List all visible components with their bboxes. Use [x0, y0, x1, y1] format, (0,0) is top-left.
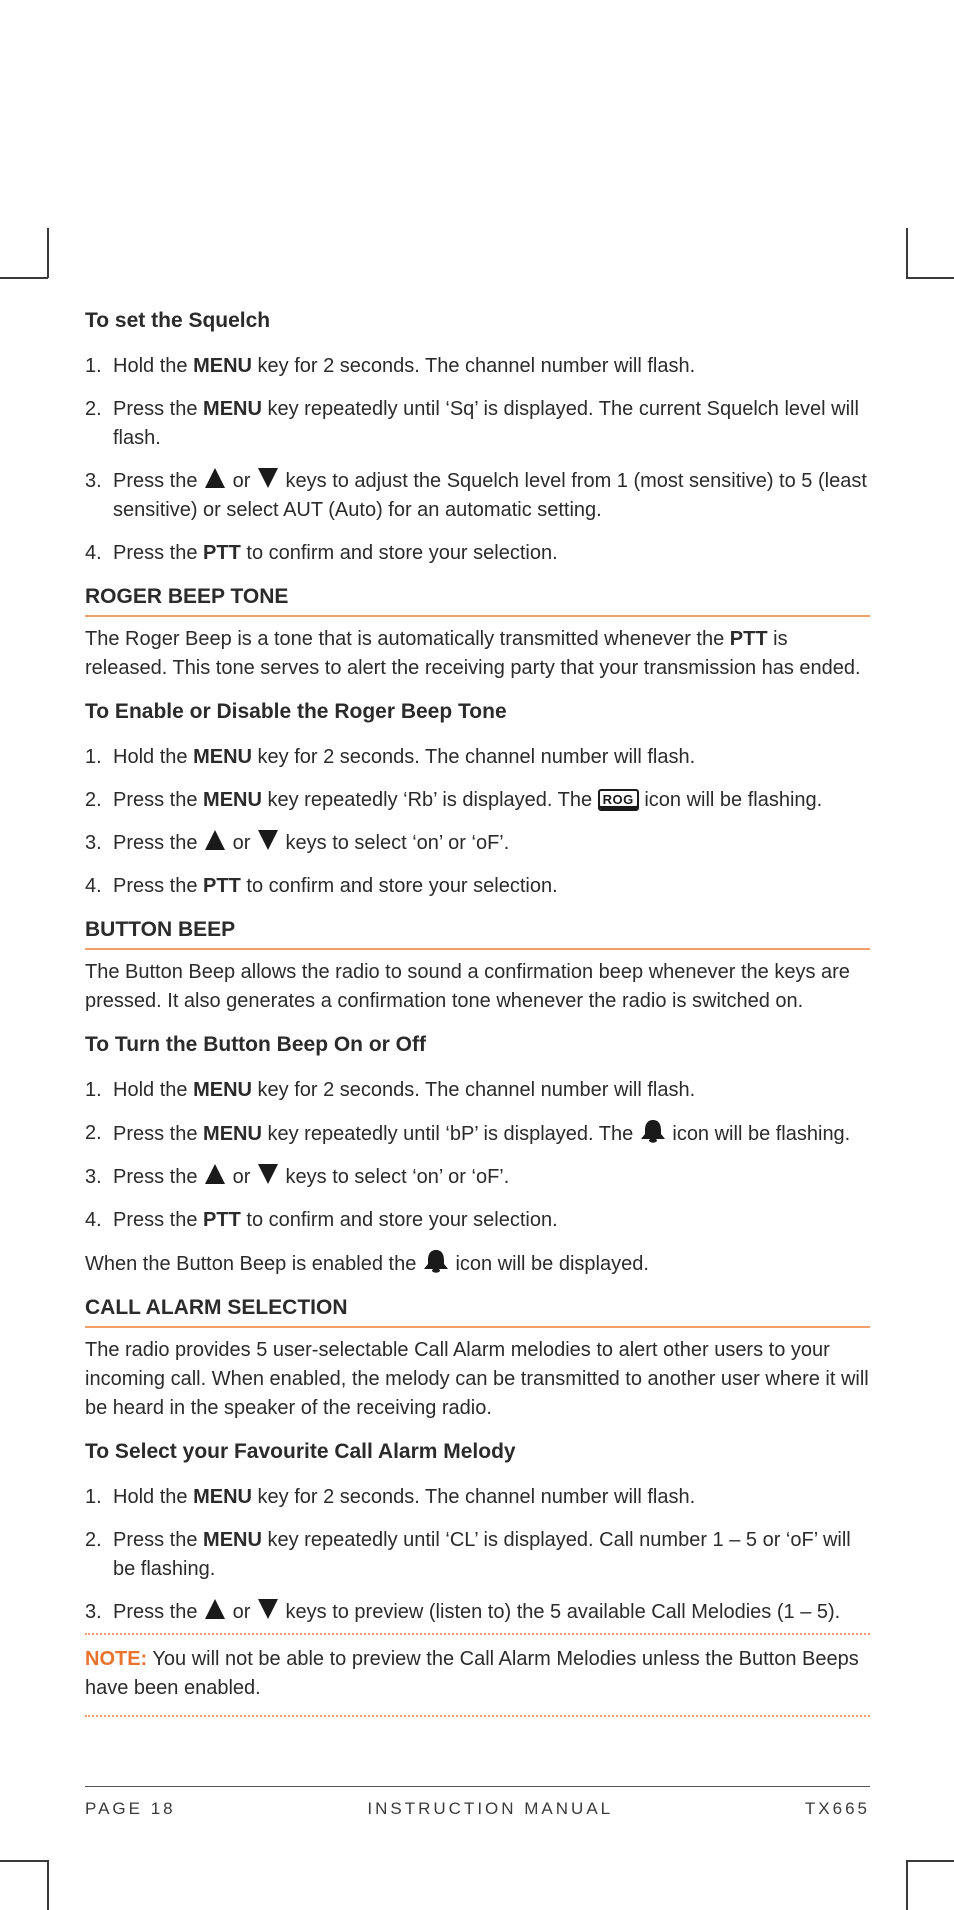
step-text: Press the [113, 1166, 204, 1188]
step-text: Press the [113, 832, 204, 854]
crop-mark [0, 277, 48, 279]
up-triangle-icon [205, 468, 225, 488]
button-beep-enabled-note [85, 1249, 870, 1279]
list-item [85, 872, 870, 901]
note-text [85, 1645, 870, 1703]
step-text: or [227, 1166, 256, 1188]
list-item [85, 352, 870, 381]
up-triangle-icon [205, 830, 225, 850]
step-text: to confirm and store your selection. [240, 542, 558, 564]
call-alarm-description: The radio provides 5 user-selectable Call Alarm melodies to alert other users to your incoming call. When enabled, the melody can be transmitted to another user where it will be heard in the speaker of the receiving radio. [85, 1339, 869, 1419]
key-name: MENU [193, 1486, 252, 1508]
step-number: 4. [85, 1209, 102, 1231]
key-name: MENU [203, 1123, 262, 1145]
body-text: is released. This tone serves to alert the receiving party that your transmission has ended. [85, 628, 861, 679]
step-text: Press the [113, 789, 204, 811]
step-text: Press the [113, 1209, 204, 1231]
list-item [85, 1206, 870, 1235]
key-name: PTT [729, 628, 768, 650]
list-item [85, 1163, 870, 1192]
step-text: keys to preview (listen to) the 5 available Call Melodies (1 – 5). [279, 1601, 841, 1623]
list-item [85, 786, 870, 815]
button-beep-steps [85, 1076, 870, 1235]
step-text: key for 2 seconds. The channel number will flash. [251, 355, 696, 377]
list-item [85, 1483, 870, 1512]
step-text: Hold the [113, 1486, 194, 1508]
call-alarm-section-title: CALL ALARM SELECTION [85, 1293, 870, 1328]
step-number: 1. [85, 355, 102, 377]
step-number: 2. [85, 398, 102, 420]
step-text: Press the [113, 542, 204, 564]
down-triangle-icon [258, 468, 278, 488]
step-text: Press the [113, 1601, 204, 1623]
call-alarm-steps [85, 1483, 870, 1627]
step-text: icon will be flashing. [666, 1123, 851, 1145]
step-text: keys to select ‘on’ or ‘oF’. [279, 832, 510, 854]
step-text: key repeatedly until ‘Sq’ is displayed. The current Squelch level will flash. [113, 398, 859, 449]
note-label: NOTE: [85, 1648, 148, 1670]
crop-mark [906, 228, 908, 278]
step-number: 2. [85, 789, 102, 811]
step-text: Hold the [113, 355, 194, 377]
key-name: MENU [203, 398, 262, 420]
step-text: key repeatedly ‘Rb’ is displayed. The [261, 789, 598, 811]
crop-mark [906, 1860, 954, 1862]
step-text: key for 2 seconds. The channel number will flash. [251, 746, 696, 768]
list-item [85, 743, 870, 772]
step-text: keys to adjust the Squelch level from 1 (most sensitive) to 5 (least sensitive) or select AUT (Auto) for an automatic setting. [113, 470, 867, 521]
list-item [85, 1598, 870, 1627]
step-text: key repeatedly until ‘CL’ is displayed. Call number 1 – 5 or ‘oF’ will be flashing. [113, 1529, 851, 1580]
step-number: 1. [85, 746, 102, 768]
button-beep-description: The Button Beep allows the radio to sound a confirmation beep whenever the keys are pressed. It also generates a confirmation tone whenever the radio is switched on. [85, 961, 850, 1012]
step-text: Press the [113, 1529, 204, 1551]
step-number: 3. [85, 1166, 102, 1188]
list-item [85, 829, 870, 858]
roger-beep-section-title: ROGER BEEP TONE [85, 582, 870, 617]
body-text: icon will be displayed. [449, 1253, 649, 1275]
list-item [85, 395, 870, 453]
roger-beep-description [85, 625, 870, 683]
step-number: 2. [85, 1122, 102, 1144]
step-number: 2. [85, 1529, 102, 1551]
button-beep-section-title: BUTTON BEEP [85, 915, 870, 950]
roger-beep-heading: To Enable or Disable the Roger Beep Tone [85, 700, 507, 723]
step-text: to confirm and store your selection. [240, 875, 558, 897]
squelch-steps [85, 352, 870, 568]
page-footer [85, 1786, 870, 1819]
step-number: 3. [85, 1601, 102, 1623]
manual-page-content [85, 306, 870, 1717]
down-triangle-icon [258, 1599, 278, 1619]
key-name: MENU [193, 746, 252, 768]
crop-mark [0, 1860, 48, 1862]
step-text: or [227, 1601, 256, 1623]
bell-icon [639, 1119, 667, 1143]
crop-mark [906, 277, 954, 279]
step-number: 3. [85, 470, 102, 492]
step-text: or [227, 470, 256, 492]
key-name: PTT [203, 542, 241, 564]
list-item [85, 1119, 870, 1149]
list-item [85, 467, 870, 525]
manual-title: INSTRUCTION MANUAL [367, 1799, 614, 1818]
step-text: icon will be flashing. [638, 789, 823, 811]
crop-mark [906, 1860, 908, 1910]
squelch-heading: To set the Squelch [85, 309, 271, 332]
step-text: Press the [113, 1123, 204, 1145]
step-number: 4. [85, 875, 102, 897]
crop-mark [47, 1860, 49, 1910]
step-text: keys to select ‘on’ or ‘oF’. [279, 1166, 510, 1188]
button-beep-heading: To Turn the Button Beep On or Off [85, 1033, 427, 1056]
rog-icon: ROG [598, 789, 639, 811]
up-triangle-icon [205, 1599, 225, 1619]
step-text: key repeatedly until ‘bP’ is displayed. The [261, 1123, 639, 1145]
body-text: When the Button Beep is enabled the [85, 1253, 422, 1275]
page-number: PAGE 18 [85, 1799, 176, 1818]
step-text: or [227, 832, 256, 854]
note-box [85, 1633, 870, 1717]
step-number: 4. [85, 542, 102, 564]
step-number: 1. [85, 1486, 102, 1508]
roger-beep-steps [85, 743, 870, 901]
key-name: MENU [193, 355, 252, 377]
list-item [85, 1526, 870, 1584]
bell-icon [422, 1249, 450, 1273]
key-name: PTT [203, 875, 241, 897]
down-triangle-icon [258, 1164, 278, 1184]
model-number: TX665 [804, 1799, 870, 1818]
step-text: Hold the [113, 1079, 194, 1101]
key-name: MENU [203, 789, 262, 811]
list-item [85, 1076, 870, 1105]
step-text: Press the [113, 398, 204, 420]
down-triangle-icon [258, 830, 278, 850]
call-alarm-heading: To Select your Favourite Call Alarm Melody [85, 1440, 516, 1463]
key-name: MENU [193, 1079, 252, 1101]
crop-mark [47, 228, 49, 278]
key-name: MENU [203, 1529, 262, 1551]
step-text: to confirm and store your selection. [240, 1209, 558, 1231]
step-text: key for 2 seconds. The channel number will flash. [251, 1079, 696, 1101]
step-text: key for 2 seconds. The channel number will flash. [251, 1486, 696, 1508]
step-number: 3. [85, 832, 102, 854]
note-body: You will not be able to preview the Call Alarm Melodies unless the Button Beeps have been enabled. [85, 1648, 859, 1699]
body-text: The Roger Beep is a tone that is automatically transmitted whenever the [85, 628, 730, 650]
step-text: Press the [113, 470, 204, 492]
up-triangle-icon [205, 1164, 225, 1184]
key-name: PTT [203, 1209, 241, 1231]
step-number: 1. [85, 1079, 102, 1101]
step-text: Press the [113, 875, 204, 897]
step-text: Hold the [113, 746, 194, 768]
list-item [85, 539, 870, 568]
